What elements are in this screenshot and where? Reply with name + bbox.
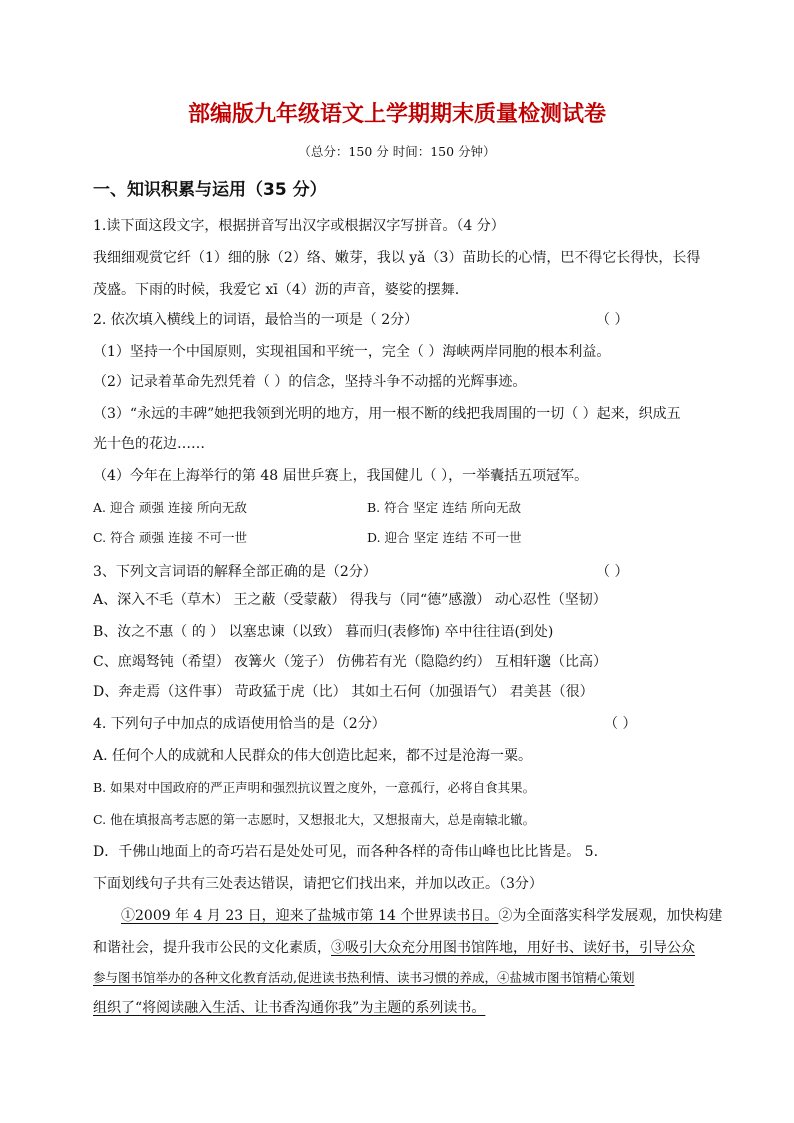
question-2-item: （1）坚持一个中国原则，实现祖国和平统一，完全（ ）海峡两岸同胞的根本利益。 <box>93 344 611 360</box>
passage-text: ②为全面落实科学发展观，加快构建 <box>498 908 723 924</box>
option-b: B、汝之不惠（ 的 ） 以塞忠谏（以致） 暮而归(表修饰) 卒中往往语(到处) <box>93 624 554 640</box>
answer-blank: （ ） <box>596 564 629 580</box>
option-d: D. 迎合 坚定 连结 不可一世 <box>367 530 522 545</box>
question-2-stem: 2. 依次填入横线上的词语，最恰当的一项是（ 2分） <box>93 312 419 328</box>
section-heading: 一、知识积累与运用（35 分） <box>93 180 327 200</box>
option-d: D．千佛山地面上的奇巧岩石是处处可见，而各种各样的奇伟山峰也比比皆是。 5. <box>93 844 599 860</box>
underlined-sentence: ③吸引大众充分用图书馆阵地，用好书、读好书，引导公众 <box>331 940 695 956</box>
option-b: B. 如果对中国政府的严正声明和强烈抗议置之度外，一意孤行，必将自食其果。 <box>93 780 536 795</box>
option-a: A. 任何个人的成就和人民群众的伟大创造比起来，都不过是沧海一粟。 <box>93 748 533 764</box>
option-c: C、庶竭驽钝（希望） 夜篝火（笼子） 仿佛若有光（隐隐约约） 互相轩邈（比高） <box>93 654 608 670</box>
question-3-stem: 3、下列文言词语的解释全部正确的是（2分） <box>93 564 377 580</box>
question-1-stem: 1.读下面这段文字，根据拼音写出汉字或根据汉字写拼音。（4 分） <box>93 218 505 234</box>
question-2-item: （2）记录着革命先烈凭着（ ）的信念，坚持斗争不动摇的光辉事迹。 <box>93 374 527 390</box>
option-b: B. 符合 坚定 连结 所向无敌 <box>367 500 522 515</box>
question-5-passage-line <box>121 906 722 926</box>
question-1-passage-line: 茂盛。下雨的时候，我爱它 xī（4）沥的声音，婆娑的摆舞. <box>93 282 460 298</box>
question-1-passage-line: 我细细观赏它纤（1）细的脉（2）络、嫩芽，我以 yǎ（3）苗助长的心情，巴不得它长得快，长得 <box>93 250 701 266</box>
question-2-item: 光十色的花边…… <box>93 436 205 452</box>
document-title: 部编版九年级语文上学期期末质量检测试卷 <box>187 102 606 127</box>
underlined-sentence: 参与图书馆举办的各种文化教育活动,促进读书热利情、读书习惯的养成，④盐城市图书馆精心策划 <box>93 970 635 985</box>
question-2-item: （3）“永远的丰碑”她把我领到光明的地方，用一根不断的线把我周围的一切（ ）起来，织成五 <box>93 406 681 422</box>
document-subtitle: （总分：150 分 时间：150 分钟） <box>298 144 496 159</box>
underlined-sentence: 组织了“将阅读融入生活、让书香沟通你我”为主题的系列读书。 <box>93 1000 486 1016</box>
question-4-stem: 4. 下列句子中加点的成语使用恰当的是（2分） <box>93 716 386 732</box>
question-2-item: （4）今年在上海举行的第 48 届世乒赛上，我国健儿（ ），一举囊括五项冠军。 <box>93 468 589 484</box>
option-a: A. 迎合 顽强 连接 所向无敌 <box>93 500 247 515</box>
underlined-sentence: ①2009 年 4 月 23 日，迎来了盐城市第 14 个世界读书日。 <box>121 908 499 924</box>
option-d: D、奔走焉（这件事） 苛政猛于虎（比） 其如土石何（加强语气） 君美甚（很） <box>93 684 594 700</box>
answer-blank: （ ） <box>604 716 637 732</box>
answer-blank: （ ） <box>596 312 629 328</box>
option-c: C. 他在填报高考志愿的第一志愿时，又想报北大，又想报南大，总是南辕北辙。 <box>93 812 536 827</box>
question-5-passage-line <box>93 938 695 958</box>
option-c: C. 符合 顽强 连接 不可一世 <box>93 530 247 545</box>
passage-text: 和谐社会，提升我市公民的文化素质， <box>93 940 331 956</box>
question-5-stem: 下面划线句子共有三处表达错误，请把它们找出来，并加以改正。（3分） <box>93 876 543 892</box>
option-a: A、深入不毛（草木） 王之蔽（受蒙蔽） 得我与（同“德”感激） 动心忍性（坚韧） <box>93 592 607 608</box>
